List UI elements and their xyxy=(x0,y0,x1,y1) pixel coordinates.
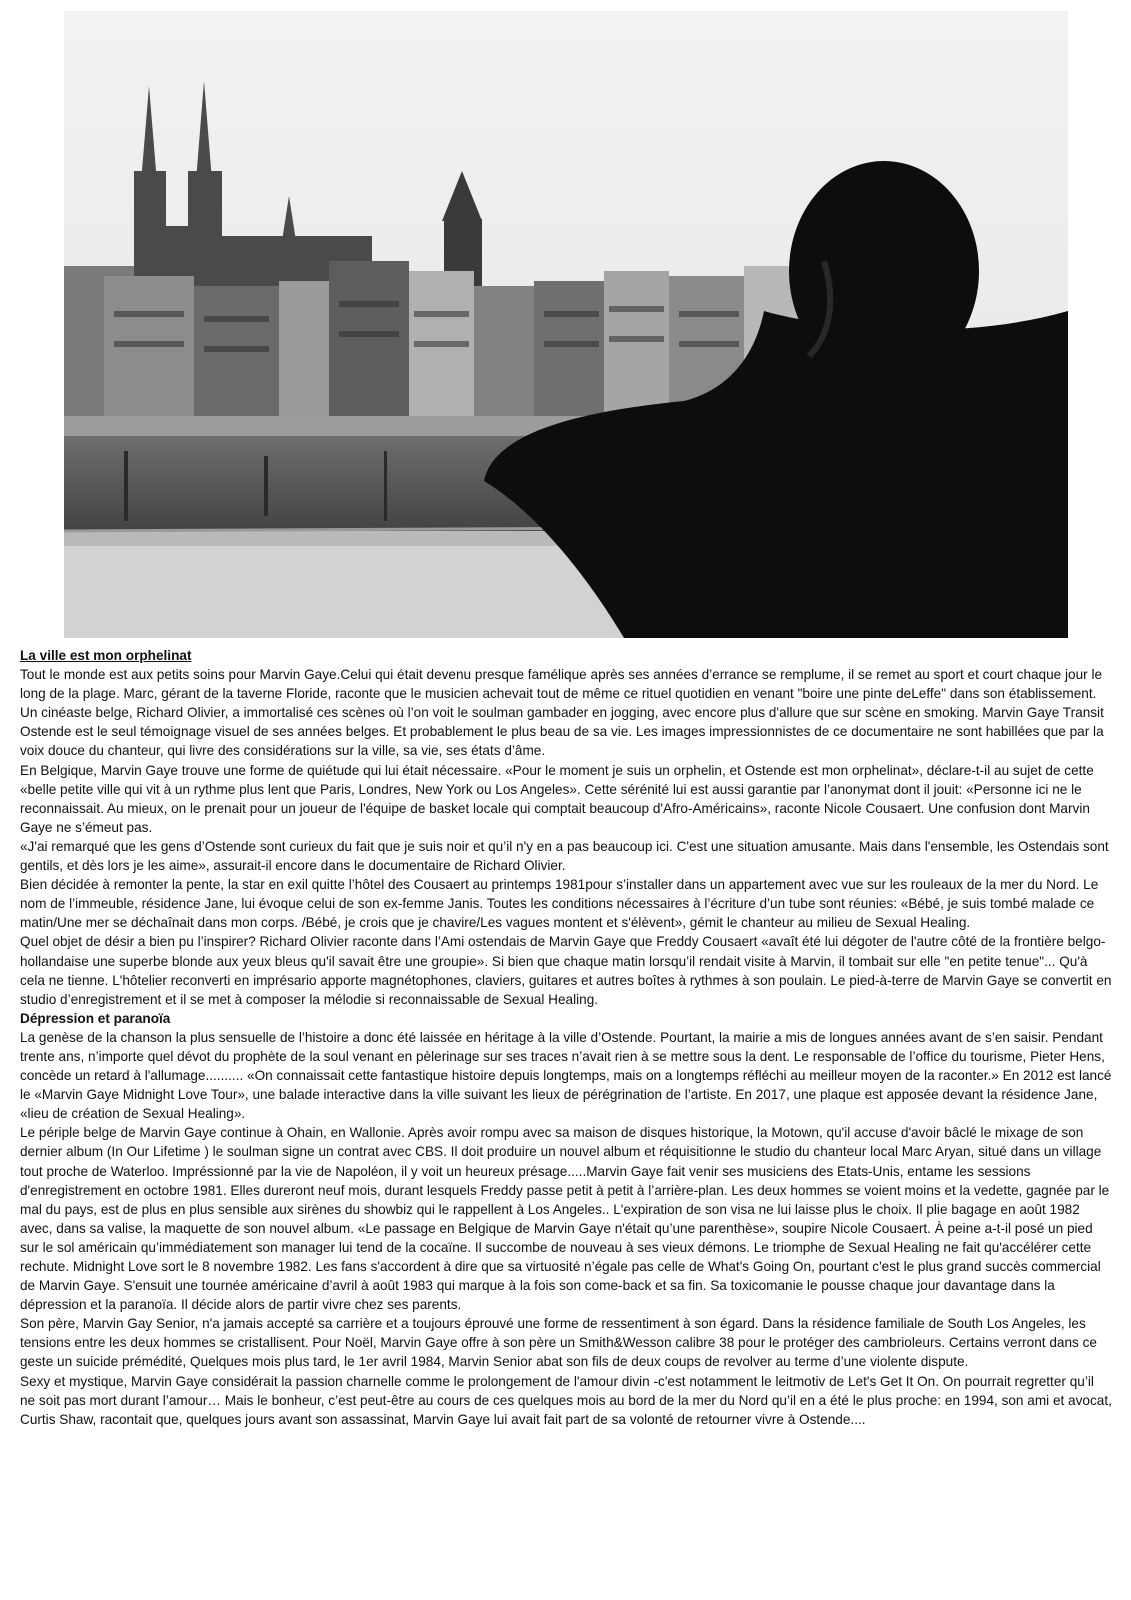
paragraph: Tout le monde est aux petits soins pour Marvin Gaye.Celui qui était devenu presque famélique après ses années d’errance se remplume, il se remet au sport et court chaque jour le long de la plage. Marc, gérant de la taverne Floride, raconte que le musicien achevait tout de même ce rituel quotidien en venant "boire une pinte deLeffe" dans son établissement. Un cinéaste belge, Richard Olivier, a immortalisé ces scènes où l’on voit le soulman gambader en jogging, avec encore plus d'allure que sur scène en smoking. Marvin Gaye Transit Ostende est le seul témoignage visuel de ses années belges. Et probablement le plus beau de sa vie. Les images impressionnistes de ce documentaire ne sont habillées que par la voix douce du chanteur, qui livre des considérations sur la ville, sa vie, ses états d’âme. xyxy=(20,667,1104,759)
paragraph: «J'ai remarqué que les gens d’Ostende sont curieux du fait que je suis noir et qu’il n'y en a pas beaucoup ici. C'est une situation amusante. Mais dans l'ensemble, les Ostendais sont gentils, et dès lors je les aime», assurait-il encore dans le documentaire de Richard Olivier. xyxy=(20,838,1109,874)
section-heading-orphelinat: La ville est mon orphelinat xyxy=(20,648,192,663)
section-heading-depression: Dépression et paranoïa xyxy=(20,1010,171,1026)
paragraph: En Belgique, Marvin Gaye trouve une forme de quiétude qui lui était nécessaire. «Pour le moment je suis un orphelin, et Ostende est mon orphelinat», déclare-t-il au sujet de cette «belle petite ville qui vit à un rythme plus lent que Paris, Londres, New York ou Los Angeles». Cette sérénité lui est aussi garantie par l’anonymat dont il jouit: «Personne ici ne le reconnaissait. Au mieux, on le prenait pour un joueur de l'équipe de basket locale qui comptait beaucoup d'Afro-Américains», raconte Nicole Cousaert. Une confusion dont Marvin Gaye ne s’émeut pas. xyxy=(20,762,1094,835)
article-body xyxy=(20,646,1112,1429)
paragraph: Bien décidée à remonter la pente, la star en exil quitte l’hôtel des Cousaert au printemps 1981pour s’installer dans un appartement avec vue sur les rouleaux de la mer du Nord. Le nom de l’immeuble, résidence Jane, lui évoque celui de son ex-femme Janis. Toutes les conditions nécessaires à l’écriture d’un tube sont réunies: «Bébé, je suis tombé malade ce matin/Une mer se déchaînait dans mon corps. /Bébé, je crois que je chavire/Les vagues montent et s'élèvent», gémit le chanteur au milieu de Sexual Healing. xyxy=(20,877,1099,931)
paragraph: Quel objet de désir a bien pu l’inspirer? Richard Olivier raconte dans l’Ami ostendais de Marvin Gaye que Freddy Cousaert «avaît été lui dégoter de l'autre côté de la frontière belgo-hollandaise une superbe blonde aux yeux bleus qu'il savait être une groupie». Si bien que chaque matin lorsqu’il rendait visite à Marvin, il tombait sur elle "en petite tenue"... Qu'à cela ne tienne. L'hôtelier reconverti en imprésario apporte magnétophones, claviers, guitares et autres boîtes à rythmes à son poulain. Le pied-à-terre de Marvin Gaye se convertit en studio d’enregistrement et il se met à composer la mélodie si reconnaissable de Sexual Healing. xyxy=(20,934,1112,1007)
paragraph: Sexy et mystique, Marvin Gaye considérait la passion charnelle comme le prolongement de l'amour divin -c'est notamment le leitmotiv de Let's Get It On. On pourrait regretter qu’il ne soit pas mort durant l’amour… Mais le bonheur, c’est peut-être au cours de ces quelques mois au bord de la mer du Nord qu’il en a été le plus proche: en 1994, son ami et avocat, Curtis Shaw, racontait que, quelques jours avant son assassinat, Marvin Gaye lui avait fait part de sa volonté de retourner vivre à Ostende.... xyxy=(20,1373,1112,1427)
ostend-harbor-photo xyxy=(64,11,1068,638)
paragraph: Le périple belge de Marvin Gaye continue à Ohain, en Wallonie. Après avoir rompu avec sa maison de disques historique, la Motown, qu'il accuse d'avoir bâclé le mixage de son dernier album (In Our Lifetime ) le soulman signe un contrat avec CBS. Il doit produire un nouvel album et réquisitionne le studio du chanteur local Marc Aryan, situé dans un village tout proche de Waterloo. Impréssionné par la vie de Napoléon, il y voit un heureux présage.....Marvin Gaye fait venir ses musiciens des Etats-Unis, entame les sessions d'enregistrement en octobre 1981. Elles dureront neuf mois, durant lesquels Freddy passe petit à petit à l’arrière-plan. Les deux hommes se voient moins et la vedette, gagnée par le mal du pays, est de plus en plus sensible aux sirènes du showbiz qui le rappellent à Los Angeles.. L'expiration de son visa ne lui laisse plus le choix. Il plie bagage en août 1982 avec, dans sa valise, la maquette de son nouvel album. «Le passage en Belgique de Marvin Gaye n'était qu’une parenthèse», soupire Nicole Cousaert. À peine a-t-il posé un pied sur le sol américain qu’immédiatement son manager lui tend de la cocaïne. Il succombe de nouveau à ses vieux démons. Le triomphe de Sexual Healing ne fait qu'accélérer cette rechute. Midnight Love sort le 8 novembre 1982. Les fans s'accordent à dire que sa virtuosité n’égale pas celle de What's Going On, pourtant c'est le plus grand succès commercial de Marvin Gaye. S'ensuit une tournée américaine d’avril à août 1983 qui marque à la fois son come-back et sa fin. Sa toxicomanie le pousse chaque jour davantage dans la dépression et la paranoïa. Il décide alors de partir vivre chez ses parents. xyxy=(20,1125,1110,1313)
paragraph: Son père, Marvin Gay Senior, n'a jamais accepté sa carrière et a toujours éprouvé une forme de ressentiment à son égard. Dans la résidence familiale de South Los Angeles, les tensions entre les deux hommes se cristallisent. Pour Noël, Marvin Gaye offre à son père un Smith&Wesson calibre 38 pour le protéger des cambrioleurs. Certains verront dans ce geste un suicide prémédité, Quelques mois plus tard, le 1er avril 1984, Marvin Senior abat son fils de deux coups de revolver au terme d’une violente dispute. xyxy=(20,1316,1097,1370)
paragraph: La genèse de la chanson la plus sensuelle de l’histoire a donc été laissée en héritage à la ville d’Ostende. Pourtant, la mairie a mis de longues années avant de s’en saisir. Pendant trente ans, n’importe quel dévot du prophète de la soul venant en pèlerinage sur ses traces n’avait rien à se mettre sous la dent. Le responsable de l’office du tourisme, Pieter Hens, concède un retard à l'allumage.......... «On connaissait cette fantastique histoire depuis longtemps, mais on a longtemps réfléchi au meilleur moyen de la raconter.» En 2012 est lancé le «Marvin Gaye Midnight Love Tour», une balade interactive dans la ville suivant les lieux de pérégrination de l’artiste. En 2017, une plaque est apposée devant la résidence Jane, «lieu de création de Sexual Healing». xyxy=(20,1029,1112,1122)
ostend-harbor-illustration xyxy=(64,11,1068,638)
